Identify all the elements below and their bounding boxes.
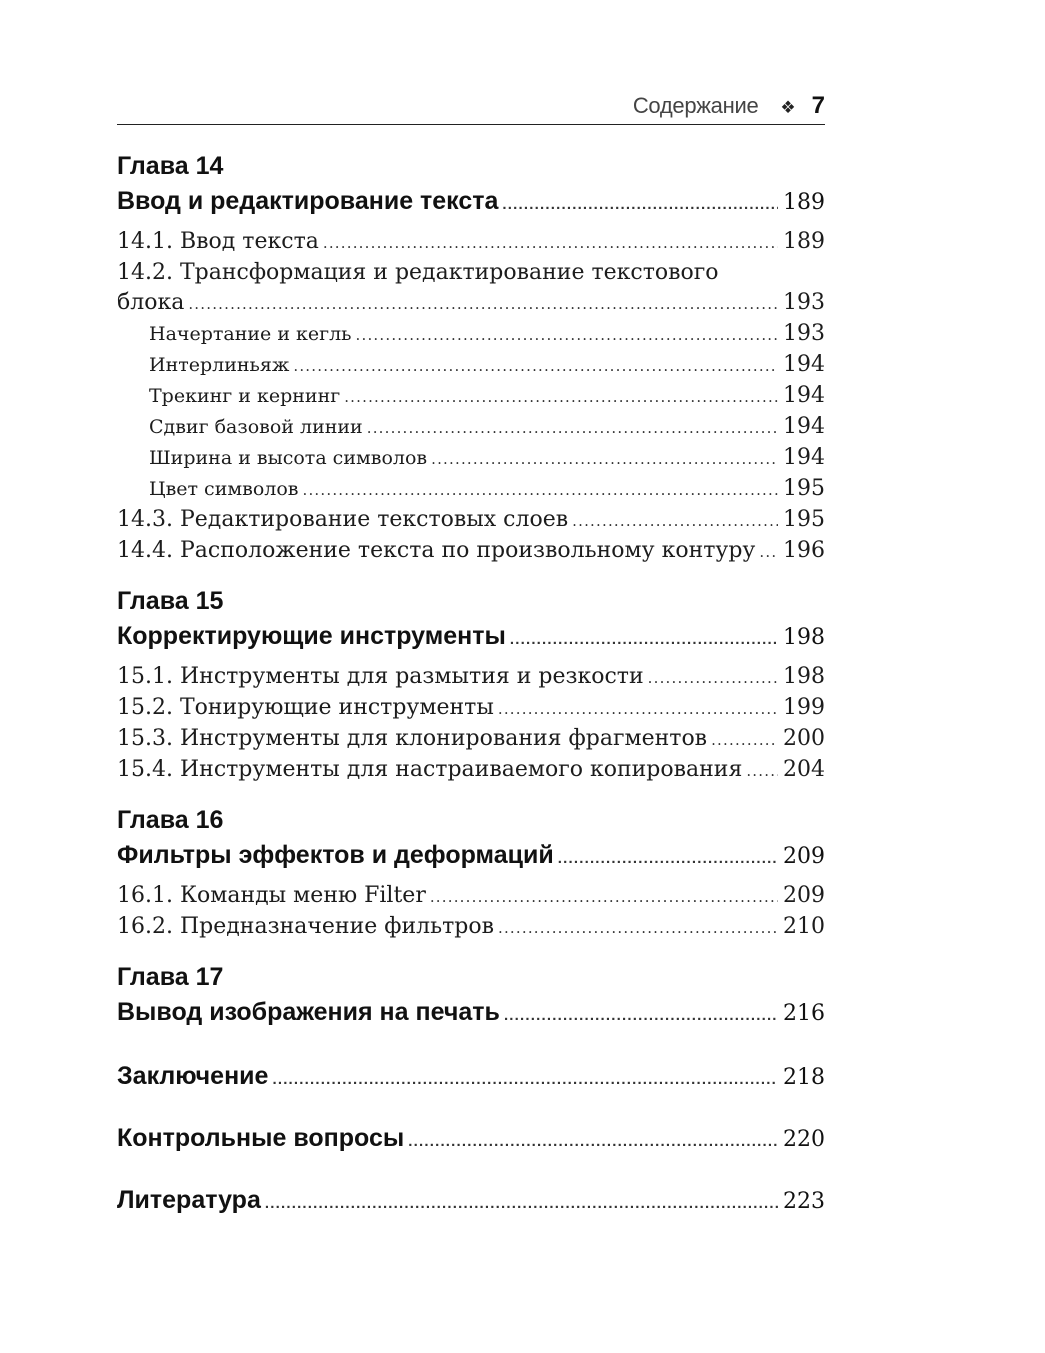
chapter-14 <box>117 150 825 567</box>
toc-entry[interactable] <box>117 288 825 319</box>
table-of-contents <box>117 150 825 1244</box>
entry-text-line1: 14.2. Трансформация и редактирование текстового <box>117 260 719 285</box>
chapter-16 <box>117 804 825 943</box>
toc-subentry[interactable] <box>117 412 825 443</box>
leader-dots <box>265 1186 778 1222</box>
leader-dots <box>323 228 778 258</box>
entry-text: 15.2. Тонирующие инструменты <box>117 695 494 720</box>
running-header <box>117 92 825 125</box>
header-page-number: 7 <box>811 92 825 119</box>
fleuron-icon: ❖ <box>780 98 796 117</box>
entry-text: Ширина и высота символов <box>149 447 428 469</box>
leader-dots <box>502 187 778 223</box>
page-number: 194 <box>783 383 825 408</box>
leader-dots <box>510 622 778 658</box>
toc-entry[interactable] <box>117 505 825 536</box>
page-number: 189 <box>783 190 825 215</box>
leader-dots <box>759 537 778 567</box>
entry-text: 14.1. Ввод текста <box>117 229 319 254</box>
leader-dots <box>272 1062 778 1098</box>
entry-text: 16.2. Предназначение фильтров <box>117 914 494 939</box>
chapter-label: Глава 15 <box>117 587 224 615</box>
section-title-row[interactable] <box>117 1058 825 1098</box>
entry-text: 14.4. Расположение текста по произвольному контуру <box>117 538 756 563</box>
leader-dots <box>293 351 778 381</box>
leader-dots <box>408 1124 778 1160</box>
page-number: 216 <box>783 1001 825 1026</box>
leader-dots <box>188 289 778 319</box>
leader-dots <box>431 444 778 474</box>
chapter-title-row[interactable] <box>117 618 825 658</box>
section-title: Литература <box>117 1186 261 1214</box>
leader-dots <box>356 320 778 350</box>
page-number: 220 <box>783 1127 825 1152</box>
section-title-row[interactable] <box>117 1182 825 1222</box>
leader-dots <box>572 506 778 536</box>
leader-dots <box>711 725 778 755</box>
chapter-title-row[interactable] <box>117 837 825 877</box>
toc-subentry[interactable] <box>117 350 825 381</box>
header-title: Содержание <box>632 93 759 118</box>
page-number: 195 <box>783 476 825 501</box>
toc-entry[interactable] <box>117 881 825 912</box>
leader-dots <box>367 413 778 443</box>
entry-text: блока <box>117 290 185 315</box>
page-number: 195 <box>783 507 825 532</box>
chapter-15 <box>117 585 825 786</box>
page-number: 198 <box>783 664 825 689</box>
entry-text: Начертание и кегль <box>149 323 352 345</box>
page-number: 218 <box>783 1065 825 1090</box>
page-number: 193 <box>783 290 825 315</box>
section-conclusion <box>117 1058 825 1098</box>
leader-dots <box>504 998 778 1034</box>
page-number: 194 <box>783 445 825 470</box>
chapter-title: Фильтры эффектов и деформаций <box>117 841 554 869</box>
toc-entry[interactable] <box>117 693 825 724</box>
page-number: 189 <box>783 229 825 254</box>
entry-text: Трекинг и кернинг <box>149 385 341 407</box>
section-title: Заключение <box>117 1062 269 1090</box>
page-number: 194 <box>783 352 825 377</box>
entry-text: 15.4. Инструменты для настраиваемого копирования <box>117 757 743 782</box>
chapter-label: Глава 14 <box>117 152 224 180</box>
section-literature <box>117 1182 825 1222</box>
section-review-questions <box>117 1120 825 1160</box>
page-number: 198 <box>783 625 825 650</box>
entry-text: Цвет символов <box>149 478 299 500</box>
chapter-title: Корректирующие инструменты <box>117 622 506 650</box>
page-number: 204 <box>783 757 825 782</box>
entry-text: 16.1. Команды меню Filter <box>117 883 426 908</box>
leader-dots <box>498 694 778 724</box>
page-number: 209 <box>783 844 825 869</box>
leader-dots <box>648 663 778 693</box>
entry-text: 15.3. Инструменты для клонирования фрагментов <box>117 726 708 751</box>
leader-dots <box>558 841 778 877</box>
leader-dots <box>746 756 778 786</box>
toc-entry[interactable] <box>117 227 825 258</box>
toc-subentry[interactable] <box>117 381 825 412</box>
section-title: Контрольные вопросы <box>117 1124 405 1152</box>
toc-entry[interactable] <box>117 755 825 786</box>
entry-text: Интерлиньяж <box>149 354 290 376</box>
leader-dots <box>430 882 778 912</box>
toc-subentry[interactable] <box>117 474 825 505</box>
toc-entry[interactable] <box>117 662 825 693</box>
leader-dots <box>344 382 778 412</box>
page-number: 193 <box>783 321 825 346</box>
chapter-title-row[interactable] <box>117 994 825 1034</box>
leader-dots <box>303 475 779 505</box>
section-title-row[interactable] <box>117 1120 825 1160</box>
toc-subentry[interactable] <box>117 319 825 350</box>
entry-text: Сдвиг базовой линии <box>149 416 363 438</box>
chapter-title: Ввод и редактирование текста <box>117 187 499 215</box>
page-number: 199 <box>783 695 825 720</box>
toc-subentry[interactable] <box>117 443 825 474</box>
toc-entry[interactable] <box>117 536 825 567</box>
leader-dots <box>498 913 778 943</box>
entry-text: 15.1. Инструменты для размытия и резкости <box>117 664 644 689</box>
chapter-label: Глава 17 <box>117 963 224 991</box>
toc-entry[interactable] <box>117 724 825 755</box>
page-number: 210 <box>783 914 825 939</box>
page-number: 223 <box>783 1189 825 1214</box>
chapter-17 <box>117 961 825 1034</box>
page-number: 209 <box>783 883 825 908</box>
page-number: 200 <box>783 726 825 751</box>
page-number: 196 <box>783 538 825 563</box>
page-number: 194 <box>783 414 825 439</box>
chapter-title: Вывод изображения на печать <box>117 998 500 1026</box>
toc-entry[interactable] <box>117 912 825 943</box>
entry-text: 14.3. Редактирование текстовых слоев <box>117 507 569 532</box>
chapter-title-row[interactable] <box>117 183 825 223</box>
chapter-label: Глава 16 <box>117 806 224 834</box>
